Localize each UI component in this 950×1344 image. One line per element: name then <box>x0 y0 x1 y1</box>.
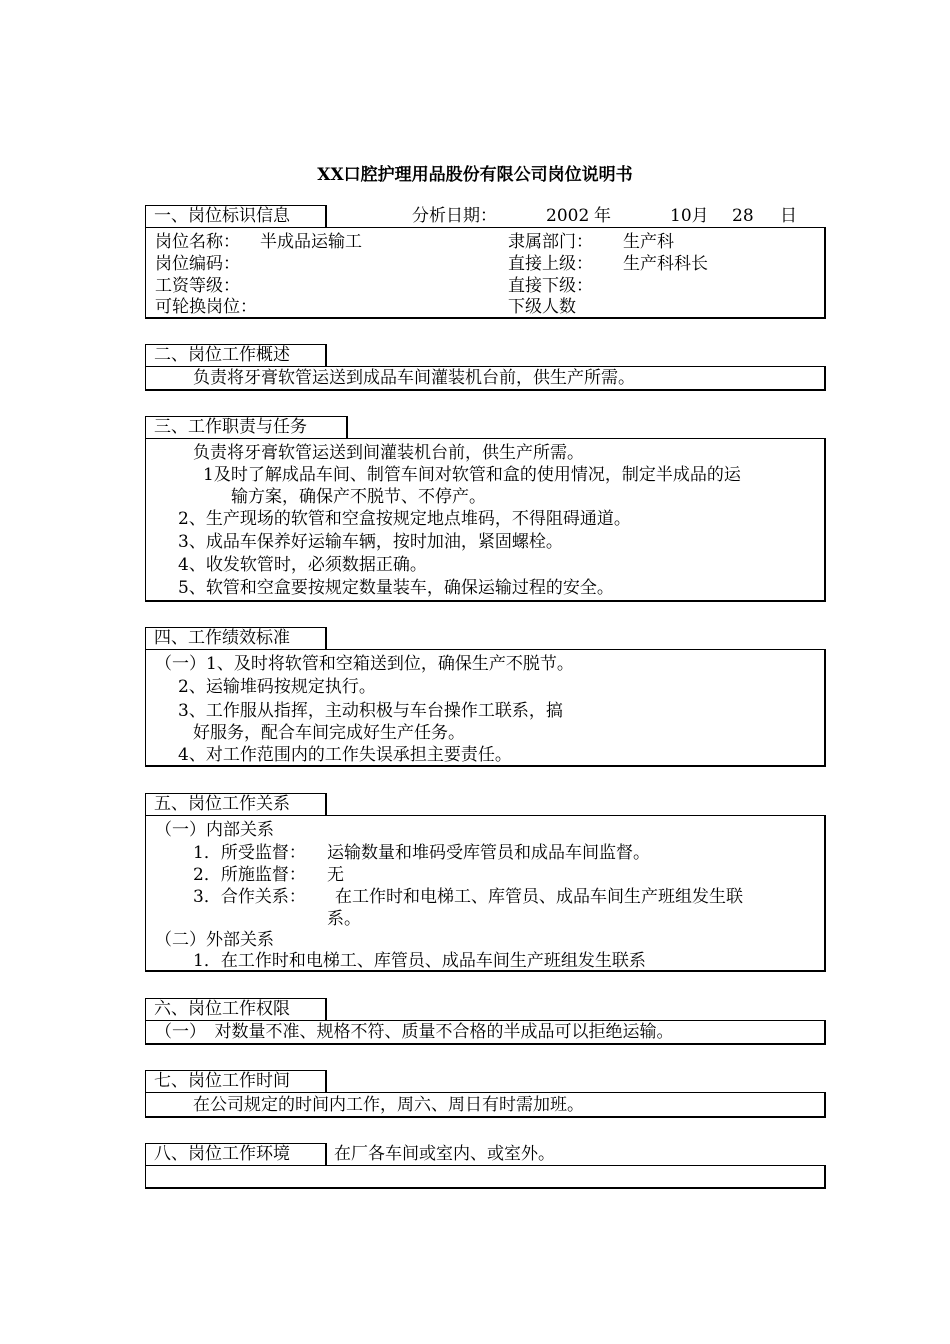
analysis-month: 10月 <box>670 206 709 226</box>
overview-text: 负责将牙膏软管运送到成品车间灌装机台前，供生产所需。 <box>193 368 635 388</box>
section6-box <box>145 1020 826 1045</box>
section1-box <box>145 227 826 319</box>
duty-4: 4、收发软管时，必须数据正确。 <box>178 555 427 575</box>
analysis-day-unit: 日 <box>780 206 797 226</box>
section4-box <box>145 649 826 767</box>
duty-2: 2、生产现场的软管和空盒按规定地点堆码，不得阻碍通道。 <box>178 509 631 529</box>
rotation-label: 可轮换岗位： <box>155 297 257 317</box>
analysis-date-label: 分析日期： <box>412 206 497 226</box>
internal-relations: （一）内部关系 <box>155 820 274 840</box>
perf-3: 3、工作服从指挥，主动积极与车台操作工联系，搞 <box>178 701 563 721</box>
job-name-label: 岗位名称： <box>155 232 240 252</box>
superior-label: 直接上级： <box>508 254 593 274</box>
duty-5: 5、软管和空盒要按规定数量装车，确保运输过程的安全。 <box>178 578 614 598</box>
section8-header: 八、岗位工作环境 <box>145 1143 327 1165</box>
section2-header: 二、岗位工作概述 <box>145 344 327 366</box>
authority-text: （一） 对数量不准、规格不符、质量不合格的半成品可以拒绝运输。 <box>155 1022 674 1042</box>
job-name-value: 半成品运输工 <box>260 232 362 252</box>
section3-box <box>145 438 826 602</box>
sub-count-label: 下级人数 <box>508 297 576 317</box>
perf-4: 4、对工作范围内的工作失误承担主要责任。 <box>178 745 512 765</box>
cooperation-text-cont: 系。 <box>327 909 361 929</box>
section7-box <box>145 1092 826 1118</box>
job-code-label: 岗位编码： <box>155 254 240 274</box>
perf-3-cont: 好服务，配合车间完成好生产任务。 <box>193 723 465 743</box>
section7-header: 七、岗位工作时间 <box>145 1070 327 1092</box>
duty-1-cont: 输方案，确保产不脱节、不停产。 <box>231 487 486 507</box>
document-title: XX口腔护理用品股份有限公司岗位说明书 <box>317 165 633 185</box>
perf-2: 2、运输堆码按规定执行。 <box>178 677 376 697</box>
subordinate-label: 直接下级： <box>508 276 593 296</box>
analysis-day: 28 <box>732 206 754 226</box>
external-relations: （二）外部关系 <box>155 930 274 950</box>
duty-3: 3、成品车保养好运输车辆，按时加油，紧固螺栓。 <box>178 532 563 552</box>
section3-header: 三、工作职责与任务 <box>145 416 348 438</box>
section1-header: 一、岗位标识信息 <box>145 205 327 227</box>
cooperation-label: 3．合作关系： <box>193 887 306 907</box>
duty-intro: 负责将牙膏软管运送到间灌装机台前，供生产所需。 <box>193 443 584 463</box>
section4-header: 四、工作绩效标准 <box>145 627 327 649</box>
supervised-by-text: 运输数量和堆码受库管员和成品车间监督。 <box>327 843 650 863</box>
superior-value: 生产科科长 <box>623 254 708 274</box>
supervises-text: 无 <box>327 865 344 885</box>
work-time-text: 在公司规定的时间内工作，周六、周日有时需加班。 <box>193 1095 584 1115</box>
environment-text: 在厂各车间或室内、或室外。 <box>334 1144 555 1164</box>
section6-header: 六、岗位工作权限 <box>145 998 327 1020</box>
dept-label: 隶属部门： <box>508 232 593 252</box>
supervised-by-label: 1．所受监督： <box>193 843 306 863</box>
section5-header: 五、岗位工作关系 <box>145 793 327 815</box>
external-1: 1．在工作时和电梯工、库管员、成品车间生产班组发生联系 <box>193 951 646 971</box>
duty-1: 1及时了解成品车间、制管车间对软管和盒的使用情况，制定半成品的运 <box>203 465 741 485</box>
supervises-label: 2．所施监督： <box>193 865 306 885</box>
dept-value: 生产科 <box>623 232 674 252</box>
cooperation-text: 在工作时和电梯工、库管员、成品车间生产班组发生联 <box>335 887 743 907</box>
analysis-year: 2002 <box>546 206 590 226</box>
section5-box <box>145 815 826 972</box>
analysis-year-unit: 年 <box>594 206 611 226</box>
section8-box <box>145 1165 826 1189</box>
salary-label: 工资等级： <box>155 276 240 296</box>
perf-1: （一）1、及时将软管和空箱送到位，确保生产不脱节。 <box>155 654 574 674</box>
section2-box <box>145 366 826 391</box>
